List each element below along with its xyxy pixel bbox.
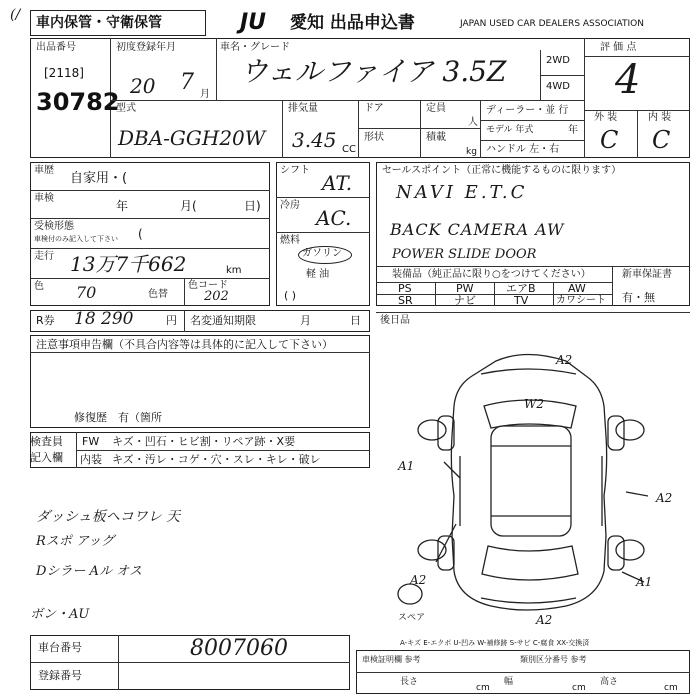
handle-label: ハンドル 左・右 [486, 144, 560, 155]
diagram-mark-a2-bottom: A2 [536, 613, 553, 627]
warranty-value: 有・無 [622, 291, 655, 304]
register-label: 登録番号 [38, 669, 82, 682]
diagram-mark-a2-top: A2 [556, 353, 573, 367]
inspector-label-2: 記入欄 [30, 451, 63, 464]
interior-value: C [652, 126, 671, 154]
history-label: 車歴 [34, 165, 54, 176]
rear-seat-label: 後日品 [380, 315, 410, 326]
registration-month-unit: 月 [200, 89, 210, 100]
capacity-label: 積載 [426, 132, 446, 143]
registration-month: 7 [180, 70, 194, 95]
inspector-fw: FW [82, 435, 100, 448]
seats-label: 定員 [426, 103, 446, 114]
color-value: 70 [76, 283, 97, 302]
hand-note-3: Dシラー Aル オス [36, 564, 142, 579]
sales-line-2: BACK CAMERA AW [390, 220, 565, 239]
diagram-mark-a2-left: A2 [410, 573, 427, 587]
fuel-other: ( ) [284, 289, 297, 302]
equipment-label: 装備品（純正品に限り○をつけてください） [392, 269, 591, 280]
equip-tv: TV [514, 294, 529, 307]
color-code-label: 色コード [188, 280, 228, 291]
sales-label: セールスポイント（正常に機能するものに限ります） [382, 165, 622, 176]
equip-airbag: エアB [506, 282, 536, 295]
shift-label: シフト [280, 165, 310, 176]
inspection-year: 年 [116, 199, 129, 213]
acceptance-label: 受検形態 [34, 221, 74, 232]
inspection-month: 月( [180, 199, 197, 213]
mileage-unit: km [226, 265, 242, 276]
lot-code: [2118] [44, 66, 84, 80]
ac-value: AC. [316, 206, 352, 230]
car-name-value: ウェルファイア 3.5Z [240, 55, 507, 88]
inspection-label: 車検 [34, 193, 54, 204]
dealer-model-year: モデル 年式 [486, 125, 534, 135]
seats-unit: 人 [468, 117, 478, 128]
ac-label: 冷房 [280, 200, 300, 211]
hand-note-1: ダッシュ板ヘコワレ 天 [36, 509, 181, 525]
org-english: JAPAN USED CAR DEALERS ASSOCIATION [460, 19, 644, 29]
transfer-month: 月 [300, 314, 311, 327]
diagram-mark-w2: W2 [524, 397, 544, 411]
ref-label-2: 類別区分番号 参考 [520, 655, 587, 664]
score-value: 4 [615, 57, 641, 103]
legend-codes: A-キズ E-エクボ U-凹み W-補修跡 S-サビ C-腐食 XX-交換済 [400, 639, 590, 647]
equip-leather: カワシート [556, 295, 606, 306]
recycle-unit: 円 [166, 314, 177, 327]
shift-value: AT. [322, 171, 353, 195]
capacity-unit: kg [466, 147, 477, 157]
diagram-mark-a1-right: A1 [636, 575, 653, 589]
fuel-gas: ガソリン [302, 248, 342, 259]
displacement-label: 排気量 [288, 103, 318, 114]
registration-year: 20 [130, 74, 156, 98]
dealer-label: ディーラー・並 行 [486, 105, 569, 116]
ref-height: 高さ [600, 677, 619, 687]
ref-label-1: 車検証明欄 参考 [362, 655, 421, 664]
color-cut-label: 色替 [148, 289, 168, 300]
ref-cm-1: cm [476, 683, 490, 693]
acceptance-note: 車検付のみ記入して下さい [34, 235, 118, 243]
corner-mark: (/ [10, 7, 21, 23]
ref-width: 幅 [504, 677, 514, 687]
shape-label: 形状 [364, 132, 384, 143]
logo: JU [240, 10, 267, 35]
acceptance-paren: ( [138, 227, 143, 241]
fuel-diesel: 軽 油 [306, 269, 330, 280]
ref-length: 長さ [400, 677, 419, 687]
recycle-value: 18 290 [74, 309, 134, 329]
equip-pw: PW [456, 282, 474, 295]
sales-line-3: POWER SLIDE DOOR [392, 247, 537, 262]
door-label: ドア [364, 103, 384, 114]
drive-4wd: 4WD [546, 81, 570, 92]
exterior-value: C [600, 126, 619, 154]
ref-cm-2: cm [572, 683, 586, 693]
model-label: 型式 [116, 103, 136, 114]
transfer-label: 名変通知期限 [190, 314, 256, 327]
warranty-label: 新車保証書 [622, 269, 672, 280]
chassis-label: 車台番号 [38, 641, 82, 654]
history-value: 自家用・( [70, 171, 128, 186]
lot-label: 出品番号 [36, 42, 76, 53]
equip-sr: SR [398, 294, 413, 307]
model-value: DBA-GGH20W [118, 126, 266, 150]
car-diagram [376, 336, 686, 636]
ref-cm-3: cm [664, 683, 678, 693]
inspector-label-1: 検査員 [30, 435, 63, 448]
repair-label: 修復歴 有（箇所 [74, 411, 162, 424]
equip-navi: ナビ [454, 294, 476, 307]
inspector-fw-items: キズ・凹石・ヒビ割・リペア跡・X要 [112, 435, 296, 448]
color-label: 色 [34, 281, 44, 292]
notes-label: 注意事項申告欄（不具合内容等は具体的に記入して下さい） [36, 338, 333, 351]
inspector-int-items: キズ・汚レ・コゲ・穴・スレ・キレ・破レ [112, 453, 321, 466]
car-name-label: 車名・グレード [220, 42, 290, 53]
dealer-year-unit: 年 [568, 125, 578, 136]
displacement-value: 3.45 [292, 128, 337, 152]
equip-ps: PS [398, 282, 412, 295]
inspection-day: 日) [244, 199, 261, 213]
storage-label: 車内保管・守衛保管 [36, 15, 162, 31]
org-title: 愛知 出品申込書 [290, 13, 415, 33]
mileage-label: 走行 [34, 251, 54, 262]
drive-2wd: 2WD [546, 55, 570, 66]
hand-note-2: Rスポ アッグ [36, 534, 115, 549]
recycle-label: R券 [36, 314, 55, 327]
exterior-label: 外 装 [594, 112, 618, 123]
color-code-value: 202 [204, 289, 229, 304]
score-label: 評 価 点 [600, 42, 637, 53]
mileage-value: 13万7千662 [70, 252, 187, 276]
fuel-label: 燃料 [280, 235, 300, 246]
interior-label: 内 装 [648, 112, 672, 123]
spare-label: スペア [398, 613, 426, 623]
registration-label: 初度登録年月 [116, 42, 176, 53]
hand-note-4: ボン・AU [30, 607, 90, 622]
transfer-day: 日 [350, 314, 361, 327]
equip-aw: AW [568, 282, 586, 295]
diagram-mark-a2-right: A2 [656, 491, 673, 505]
sales-line-1: NAVI E.T.C [396, 182, 528, 203]
diagram-mark-a1-left: A1 [398, 459, 415, 473]
history-frame [30, 162, 270, 306]
chassis-value: 8007060 [190, 636, 288, 661]
inspector-int: 内装 [80, 453, 102, 466]
displacement-unit: CC [342, 144, 356, 155]
lot-number: 30782 [36, 88, 120, 116]
